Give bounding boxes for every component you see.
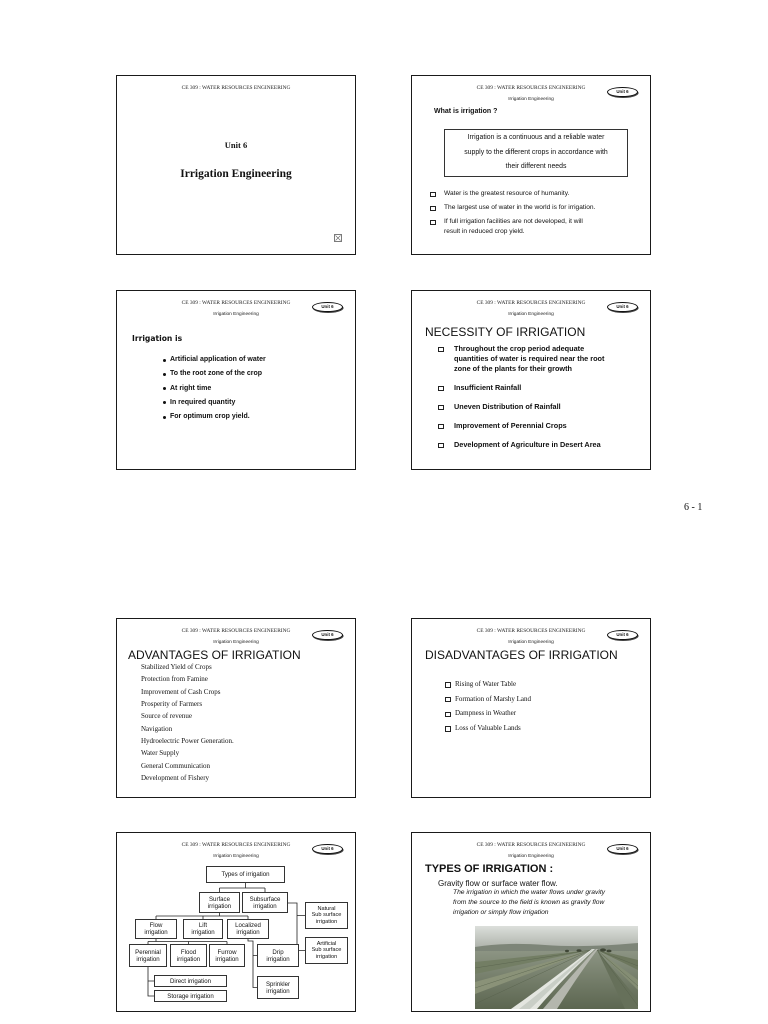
course-header: CE 309 : WATER RESOURCES ENGINEERING [181,628,291,634]
node-flood-irrigation: Flood irrigation [170,944,207,967]
node-drip-irrigation: Drip irrigation [257,944,299,967]
unit-badge: Unit 6 [312,844,343,854]
square-bullet-icon [430,206,436,212]
list-item: Protection from Famine [141,675,208,684]
course-header: CE 309 : WATER RESOURCES ENGINEERING [181,842,291,848]
list-item: General Communication [141,761,211,770]
node-furrow-irrigation: Furrow irrigation [209,944,245,967]
unit-badge: Unit 6 [312,630,343,640]
list-item-text: Artificial application of water [170,356,266,363]
list-item-text: The largest use of water in the world is for irrigation. [444,204,596,211]
square-bullet-icon [430,220,436,226]
definition-text: The irrigation in which the water flows under gravity from the source to the field is known as gravity flow irrigation or simply flow irrigation [453,889,606,916]
list-item [163,382,348,396]
node-flow-irrigation: Flow irrigation [135,919,177,939]
course-header: CE 309 : WATER RESOURCES ENGINEERING [476,842,586,848]
list-item-text: For optimum crop yield. [170,413,250,420]
bullet-dot-icon [163,416,166,419]
square-bullet-icon [430,192,436,198]
section-subtitle: Irrigation Engineering [213,854,259,859]
square-bullet-icon [445,712,451,718]
bullet-dot-icon [163,401,166,404]
course-header: CE 309 : WATER RESOURCES ENGINEERING [476,300,586,306]
slide-4 [411,290,651,470]
advantages-list [141,661,341,784]
list-item: Water Supply [141,749,180,758]
slide-1 [116,75,356,255]
list-item [163,353,348,367]
list-item: Stabilized Yield of Crops [141,663,212,671]
slide-title: NECESSITY OF IRRIGATION [425,325,586,339]
node-storage-irrigation: Storage irrigation [154,990,227,1002]
square-bullet-icon [445,682,451,688]
square-bullet-icon [438,386,444,392]
unit-badge: Unit 6 [607,87,638,97]
section-subtitle: Irrigation Engineering [213,640,259,645]
list-item-text: To the root zone of the crop [170,370,263,378]
slide-heading: Irrigation is [132,334,183,343]
bullet-list [438,344,643,459]
section-subtitle: Irrigation Engineering [508,97,554,102]
list-item: Development of Fishery [141,773,210,782]
list-item: Improvement of Cash Crops [141,687,221,696]
list-item [445,677,640,692]
slide-corner-icon [334,234,342,242]
list-item [445,692,640,707]
section-subtitle: Irrigation Engineering [508,312,554,317]
list-item: Prosperity of Farmers [141,699,203,708]
slide-title: DISADVANTAGES OF IRRIGATION [425,648,618,662]
bullet-dot-icon [163,359,166,362]
unit-badge: Unit 6 [607,630,638,640]
bullet-list [430,189,640,241]
list-item-text: In required quantity [170,398,236,406]
course-header: CE 309 : WATER RESOURCES ENGINEERING [476,628,586,634]
unit-badge: Unit 6 [312,302,343,312]
unit-badge: Unit 6 [607,302,638,312]
list-item-text: Throughout the crop period adequate quantities of water is required near the root zone of the plants for their growth [454,344,605,373]
slide-2 [411,75,651,255]
course-header: CE 309 : WATER RESOURCES ENGINEERING [181,300,291,306]
list-item-text: Loss of Valuable Lands [455,724,521,733]
list-item: Source of revenue [141,712,192,721]
course-header: CE 309 : WATER RESOURCES ENGINEERING [476,85,586,91]
slide-8 [411,832,651,1012]
list-item [163,410,348,424]
bullet-dot-icon [163,373,166,376]
definition-box: Irrigation is a continuous and a reliable water supply to the different crops in accordance with their different needs [444,129,628,177]
bullet-dot-icon [163,387,166,390]
node-natural-subsurface-irrigation: Natural Sub surface irrigation [305,902,348,929]
question-heading: What is irrigation ? [434,108,498,115]
square-bullet-icon [438,424,444,430]
square-bullet-icon [438,443,444,449]
list-item [430,203,640,213]
list-item [163,367,348,381]
list-item-text: Water is the greatest resource of humanity. [444,190,570,197]
list-item-text: Rising of Water Table [455,680,517,688]
list-item-text: Dampness in Weather [455,709,517,718]
square-bullet-icon [445,726,451,732]
square-bullet-icon [438,347,444,353]
list-item: Hydroelectric Power Generation. [141,736,234,745]
list-item [430,217,640,237]
page-number: 6 - 1 [684,502,703,513]
node-types-of-irrigation: Types of irrigation [206,866,285,883]
list-item: Navigation [141,724,173,733]
node-lift-irrigation: Lift irrigation [183,919,223,939]
list-item [445,706,640,721]
unit-label: Unit 6 [224,140,248,150]
bullet-list [163,353,348,424]
list-item [163,396,348,410]
slide-5 [116,618,356,798]
node-direct-irrigation: Direct irrigation [154,975,227,987]
list-item [438,402,643,412]
node-localized-irrigation: Localized irrigation [227,919,269,939]
section-subtitle: Irrigation Engineering [508,854,554,859]
list-item [430,189,640,199]
slide-subtitle: Gravity flow or surface water flow. [438,879,558,888]
list-item-text: Insufficient Rainfall [454,383,522,392]
list-item-text: Improvement of Perennial Crops [454,421,567,430]
slide-6 [411,618,651,798]
square-bullet-icon [445,697,451,703]
unit-badge: Unit 6 [607,844,638,854]
slide-3 [116,290,356,470]
square-bullet-icon [438,405,444,411]
list-item-text: Uneven Distribution of Rainfall [454,402,561,411]
node-surface-irrigation: Surface irrigation [199,892,240,913]
list-item [438,440,643,450]
canal-photo [475,926,638,1009]
node-subsurface-irrigation: Subsurface irrigation [242,892,288,913]
list-item [438,383,643,393]
bullet-list [445,677,640,736]
node-perennial-irrigation: Perennial irrigation [129,944,167,967]
slide-7 [116,832,356,1012]
list-item-text: Development of Agriculture in Desert Area [454,440,601,449]
slide-title: ADVANTAGES OF IRRIGATION [128,648,301,662]
list-item [438,421,643,431]
course-header: CE 309 : WATER RESOURCES ENGINEERING [181,85,291,91]
list-item-text: At right time [170,384,212,392]
list-item-text: If full irrigation facilities are not developed, it will result in reduced crop yield. [444,218,583,235]
list-item [445,721,640,736]
list-item-text: Formation of Marshy Land [455,694,532,703]
section-subtitle: Irrigation Engineering [508,640,554,645]
slide-title: Irrigation Engineering [180,168,292,180]
node-sprinkler-irrigation: Sprinkler irrigation [257,976,299,999]
node-artificial-subsurface-irrigation: Artificial Sub surface irrigation [305,937,348,964]
section-subtitle: Irrigation Engineering [213,312,259,317]
slide-title: TYPES OF IRRIGATION : [425,863,554,875]
list-item [438,344,643,374]
